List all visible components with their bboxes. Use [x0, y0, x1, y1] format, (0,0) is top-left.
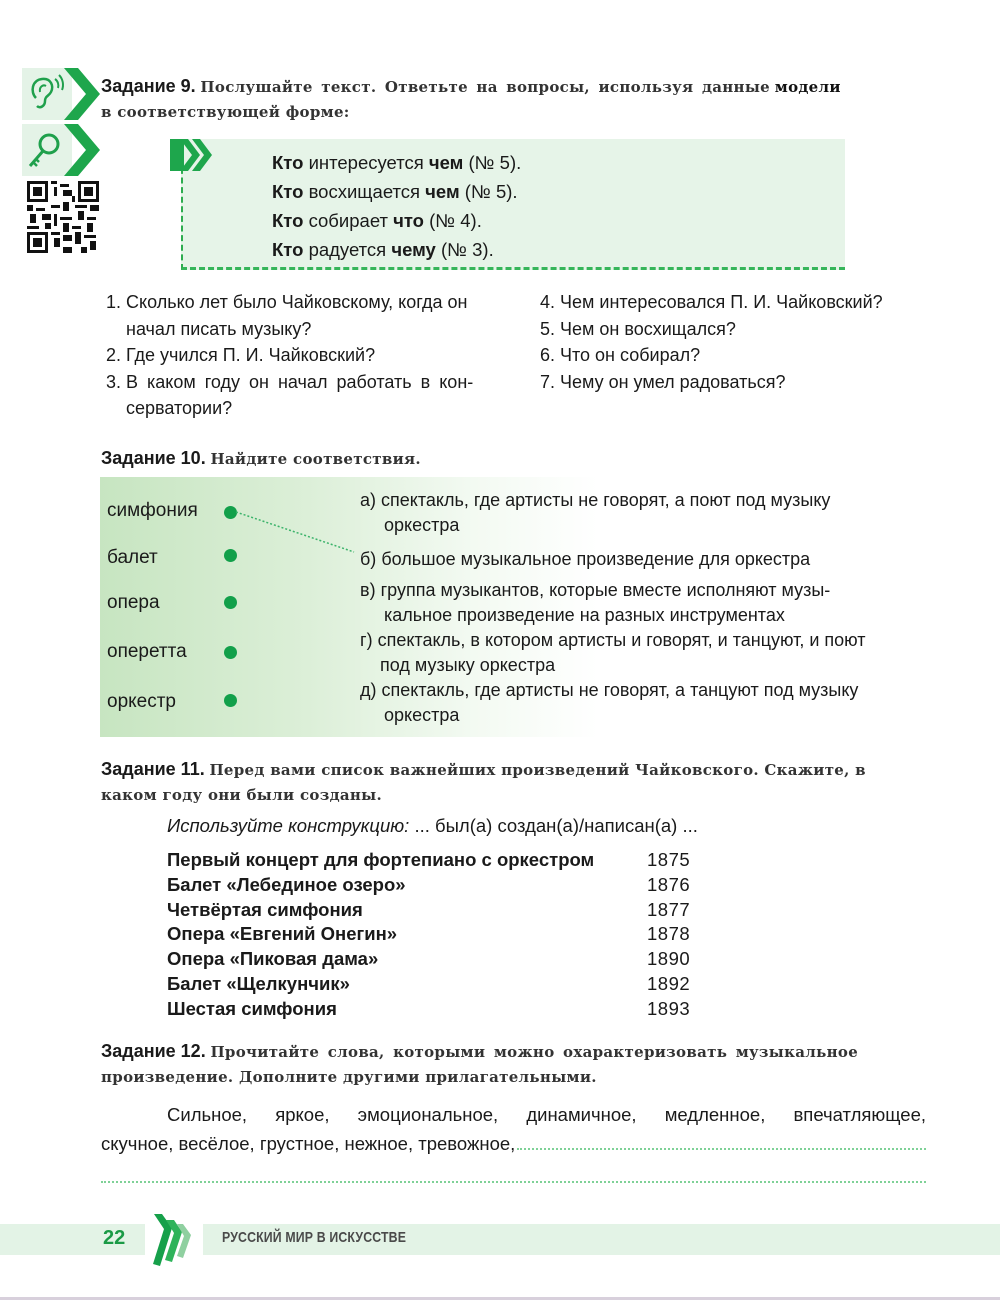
question-item: 5. Чем он восхищался?: [540, 318, 736, 339]
question-item: 3. В каком году он начал работать в кон- серватории?: [106, 371, 474, 418]
adjectives-paragraph: [101, 1100, 926, 1158]
task11-label: Задание 11.: [101, 759, 205, 779]
match-dot[interactable]: [224, 646, 237, 659]
task12-heading-line2: [101, 1064, 597, 1090]
works-table: [167, 848, 707, 1022]
work-row: Шестая симфония 1893: [167, 997, 691, 1019]
chevron-right-icon: [62, 68, 102, 120]
questions-right: [540, 289, 940, 395]
task11-heading: [101, 756, 926, 783]
questions-left: [106, 289, 516, 422]
task12-instruction: Прочитайте слова, которыми можно охарактеризовать музыкальное: [210, 1043, 859, 1061]
qr-code[interactable]: [27, 181, 99, 253]
term-item: оркестр: [107, 691, 176, 712]
question-item: 6. Что он собирал?: [540, 345, 701, 365]
task12-instruction-line2: произведение. Дополните другими прилагательными.: [101, 1068, 597, 1086]
chevron-right-icon: [62, 124, 102, 176]
task10-instruction: Найдите соответствия.: [210, 450, 421, 468]
task10-label: Задание 10.: [101, 448, 206, 468]
adjectives-line1: Сильное, яркое, эмоциональное, динамичное, медленное, впечатляющее,: [167, 1104, 926, 1125]
model-line: Кто интересуется чем (№ 5).: [272, 152, 522, 173]
question-item: 1. Сколько лет было Чайковскому, когда он начал писать музыку?: [106, 292, 468, 339]
work-row: Балет «Щелкунчик» 1892: [167, 972, 691, 994]
work-row: Опера «Евгений Онегин» 1878: [167, 923, 691, 945]
term-item: симфония: [107, 500, 198, 521]
question-item: 2. Где учился П. И. Чайковский?: [106, 345, 376, 365]
model-line: Кто восхищается чем (№ 5).: [272, 181, 518, 202]
task12-label: Задание 12.: [101, 1041, 206, 1061]
answer-blank-line[interactable]: [101, 1181, 926, 1183]
term-item: опера: [107, 592, 160, 613]
work-row: Опера «Пиковая дама» 1890: [167, 948, 691, 970]
work-row: Балет «Лебединое озеро» 1876: [167, 873, 691, 895]
match-dot[interactable]: [224, 694, 237, 707]
task9-instruction-line2: в соответствующей форме:: [101, 103, 350, 121]
task11-instruction-line2: каком году они были созданы.: [101, 786, 383, 804]
term-item: балет: [107, 547, 158, 568]
task9-heading: [101, 73, 926, 100]
task9-heading-line2: [101, 99, 350, 125]
work-row: Четвёртая симфония 1877: [167, 898, 691, 920]
task9-instruction-bold: модели: [774, 78, 841, 96]
question-item: 4. Чем интересовался П. И. Чайковский?: [540, 292, 883, 312]
model-line: Кто собирает что (№ 4).: [272, 210, 482, 231]
definition-item: а) спектакль, где артисты не говорят, а поют под музыку оркестра: [360, 490, 831, 535]
triple-chevron-logo-icon: [150, 1214, 198, 1266]
question-item: 7. Чему он умел радоваться?: [540, 371, 786, 392]
task9-instruction: Послушайте текст. Ответьте на вопросы, используя данные: [200, 78, 770, 96]
definition-item: в) группа музыкантов, которые вместе исполняют музы- кальное произведение на разных инструментах: [360, 580, 831, 625]
task12-heading: [101, 1038, 926, 1065]
task10-heading: [101, 445, 421, 472]
construction-hint: Используйте конструкцию: ... был(а) создан(а)/написан(а) ...: [167, 815, 698, 836]
task9-label: Задание 9.: [101, 76, 196, 96]
double-chevron-icon: [170, 139, 214, 171]
book-title: РУССКИЙ МИР В ИСКУССТВЕ: [222, 1229, 407, 1246]
model-line: Кто радуется чему (№ 3).: [272, 239, 494, 260]
definition-item: г) спектакль, в котором артисты и говорят, и танцуют, и поют под музыку оркестра: [360, 630, 866, 675]
definition-item: д) спектакль, где артисты не говорят, а танцуют под музыку оркестра: [360, 680, 859, 725]
definition-item: б) большое музыкальное произведение для оркестра: [360, 549, 811, 569]
work-row: Первый концерт для фортепиано с оркестром 1875: [167, 849, 691, 870]
example-match-line: [230, 508, 360, 558]
term-item: оперетта: [107, 641, 187, 662]
task11-instruction: Перед вами список важнейших произведений Чайковского. Скажите, в: [209, 761, 866, 779]
match-dot[interactable]: [224, 596, 237, 609]
model-list: [272, 148, 521, 264]
answer-blank-line[interactable]: [517, 1130, 926, 1150]
page-number: 22: [103, 1227, 126, 1249]
adjectives-line2: скучное, весёлое, грустное, нежное, тревожное,: [101, 1133, 516, 1154]
task11-heading-line2: [101, 782, 382, 808]
